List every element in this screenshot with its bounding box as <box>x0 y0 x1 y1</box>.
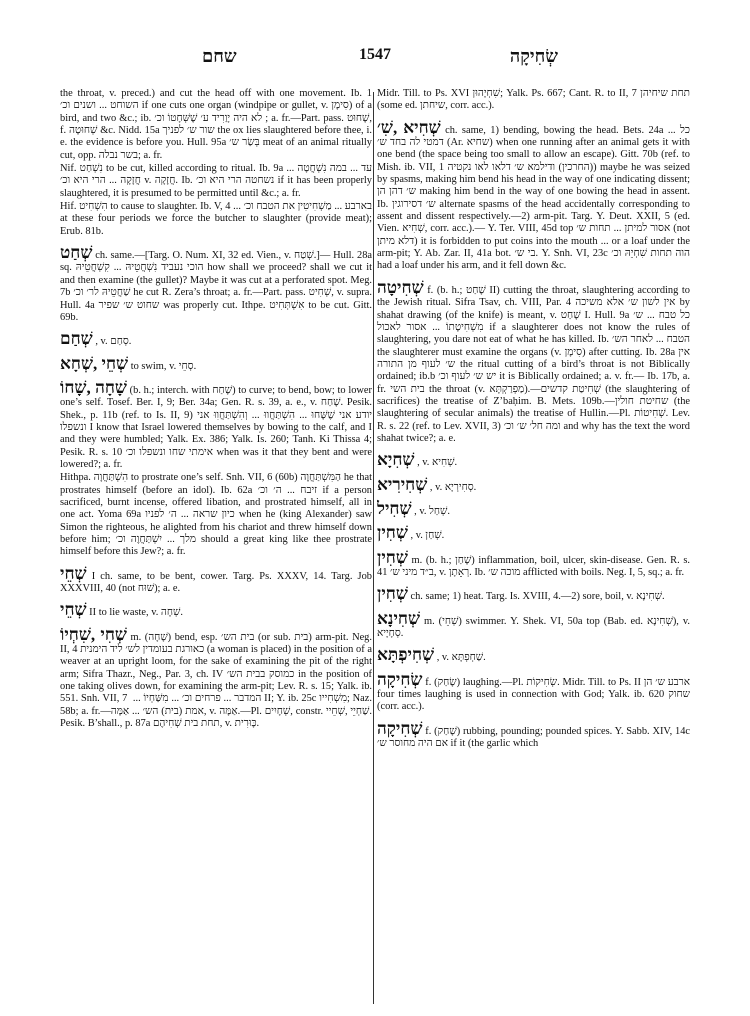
entry-text: II to lie waste, v. ‏שְׁחָה‎. <box>89 607 184 619</box>
dictionary-entry <box>377 610 690 641</box>
entry-headword: שְׁחֵי <box>60 600 87 620</box>
entry-headword: שְׁחִינָא <box>377 608 420 628</box>
dictionary-entry <box>377 671 690 714</box>
entry-headword: שְׁחִי ,שִׁחְיוֹ <box>60 624 127 644</box>
entry-text: Midr. Till. to Ps. XVI ‏שִׁחְיָהוּן‎; Yalk. Ps. 667; Cant. R. to II, 7 ‏תחת שיחיהן‎ (some ed. ‏שיחתן‎, corr. acc.). <box>377 88 690 112</box>
entry-text: , v. ‏שְׁחַן‎. <box>410 530 445 542</box>
entry-text: I ch. same, to be bent, cower. Targ. Ps. XXXV, 14. Targ. Job XXXVIII, 40 (not ‏שׁוּח‎); a. e. <box>60 570 372 595</box>
entry-headword: שְׁחֵי ,שְׁחָא <box>60 353 129 373</box>
dictionary-entry <box>60 244 372 324</box>
entry-text: m. (‏שָׁחָה‎) bend, esp. ‏בית הש׳‎ (or sub. ‏בית‎) arm-pit. Neg. II, 4 ‏כאורגת בעומדין לש׳ ליד הימנית‎ (a woman is placed) in the position of a weaver at an upright loom, for the sake of examining the pit of the right arm; Sifra Thazr., Neg., Par. 3, ch. IV ‏כמוסק בבית הש׳‎ in the position of one taking olives down, for examining the arm-pit; Lev. R. s. 15; Yalk. ib. 551. Snh. VII, 7 ‏המדבר ... פרחים וכ׳ ... מִשַּׁחְיוֹ ... ‏‎ II; Y. ib. 25c ‏מִשְׁחִייו‎; Naz. 58b; a. fr.—‏אמת (בית) הש׳ ... אַמָּה‎, v. ‏אַמָּה‎.—Pl. ‏שְׁחָיִים‎, constr. ‏שְׁחֵיי‎, ‏שַׁחְיֵי‎. Pesik. B’shall., p. 87a ‏תחת בית שְׁחִיהֶם‎, v. ‏כָּוּרִית‎. <box>60 631 372 730</box>
entry-headword: שְׂחִיקָה <box>377 669 423 689</box>
entry-text: m. (‏שְׁחֵי‎) swimmer. Y. Shek. VI, 50a top (Bab. ed. ‏שְׁחִינָא‎), v. ‏סְחָיָיא‎. <box>377 615 690 640</box>
entry-text: , v. ‏סְחִירְיָא‎. <box>429 481 477 493</box>
dictionary-entry <box>377 646 690 664</box>
entry-text: Nif. ‏נִשְׁחַט‎ to be cut, killed according to ritual. Ib. 9a ‏עד ... במה נִשְׁחֲטָה ... חֲזָקָה ... הרי היא וכ׳‎ v. ‏חֲזָקָה‎. Ib. ‏נשחטה הרי היא וכ׳‎ if it has been properly slaughtered, it is presumed to be permitted until &c.; a. fr. <box>60 163 372 199</box>
dictionary-entry <box>60 163 372 200</box>
entry-text: to swim, v. ‏סְחֵי‎. <box>130 360 197 372</box>
entry-text: f. (‏שָׁחַק‎) rubbing, pounding; pounded spices. Y. Sabb. XIV, 14c ‏אם היה מחוסר ש׳‎ if it (the garlic which <box>377 725 690 750</box>
page-number: 1547 <box>359 46 391 63</box>
dictionary-entry <box>377 500 690 518</box>
dictionary-entry <box>377 549 690 580</box>
entry-text: ch. same, 1) bending, bowing the head. Bets. 24a ‏כל ... דמטי לה בחד ש׳‎ (Ar. ‏שחיא‎) when one running after an animal gets it with one bend (the space being too small to allow an escape). Gitt. 70b (ref. to Mish. ib. VII, 1 ‏(החרכין) ודילמא ש׳ דלאו לאו נקטיה‎) maybe he was seized by spasms, making him bend his head in the way of one indicating dissent; ‏ש׳ דהן הן‎ making him bend in the way of one bowing the head in assent. Ib. ‏ש׳ דסירוגין‎ alternate spasms of the head accidentally corresponding to assent and dissent respectively.—2) arm-pit. Targ. Y. Deut. XXII, 5 (ed. Vien. ‏שְׁחִיא‎, corr. acc.).— Y. Ter. VIII, 45d top ‏אסור למיתן ... תחות ש׳‎ (not ‏דלא מיתן‎) it is forbidden to put coins into the mouth ... or a loaf under the arm-pit; Y. Ab. Zar. II, 41a bot. ‏בי ש׳‎. Y. Snh. VI, 23c ‏הוה תחות שִׁחְיֵהּ וכ׳‎ had a loaf under his arm, and it fell down &c. <box>377 124 690 272</box>
right-column <box>377 88 690 1008</box>
entry-text: , v. ‏שַׁחְפְתָּא‎. <box>436 652 486 664</box>
entry-text: , v. ‏שְׁחַל‎. <box>414 505 451 517</box>
dictionary-entry <box>60 330 372 348</box>
dictionary-entry <box>377 524 690 542</box>
entry-text: m. (b. h.; ‏שָׁחַן‎) inflammation, boil, ulcer, skin-disease. Gen. R. s. 41 ‏ב״ד מיני ש׳‎, v. ‏רְאָתָן‎. Ib. ‏מוכה ש׳‎ afflicted with boils. Neg. I, 5, sq.; a. fr. <box>377 554 690 578</box>
entry-text: ch. same.—[Targ. O. Num. XI, 32 ed. Vien., v. ‏שְׁטַח‎.]— Hull. 28a sq. ‏הוכי נעביד נִשְׁחֲטֵיהּ ... קִשְׁחֲטֵיהּ‎ how shall we proceed? shall we cut it and then examine (the gullet)? Maybe it was cut at a perforated spot. Meg. 7b ‏שַׁחֲטֵיהּ לר׳ וכ׳‎ he cut R. Zera’s throat; a. fr.—Part. pass. ‏שְׁחִיט‎, v. supra. Hull. 4a ‏שחוט ש׳ שפיר‎ was properly cut. Ithpe. ‏אִשְׁתְּחִיט‎ to be cut. Gitt. 69b. <box>60 250 372 323</box>
entry-text: , v. ‏שְׁחִיא‎. <box>417 457 458 469</box>
dictionary-entry <box>60 626 372 731</box>
dictionary-entry <box>60 472 372 558</box>
dictionary-entry <box>377 88 690 113</box>
entry-text: Hif. ‏הִשְׁחִיט‎ to cause to slaughter. Ib. V, 4 ... ‏בארבע ... מַשְׁחִיטִין את הטבח וכ׳‎ at these four periods we force the butcher to slaughter (provide meat); Erub. 81b. <box>60 201 372 237</box>
entry-headword: שְׁחִיל <box>377 498 412 518</box>
dictionary-entry <box>60 601 372 619</box>
entry-headword: שְׁחַם <box>60 329 93 349</box>
entry-headword: שְׁחִין <box>377 584 408 604</box>
entry-headword: שָׁחָה ,שָׁחוֹ <box>60 377 127 397</box>
entry-text: ch. same; 1) heat. Targ. Is. XVIII, 4.—2) sore, boil, v. ‏שְׁחִינָא‎. <box>410 591 665 603</box>
dictionary-entry <box>377 585 690 603</box>
page-header <box>62 44 688 74</box>
entry-text: Hithpa. ‏הִשְׁתַּחֲוָה‎ to prostrate one’s self. Snh. VII, 6 (60b) ‏הַמִּשְׁתַּחֲוֶה‎ he that prostrates himself (before an idol). Ib. 62a ‏זיבח ... ה׳ וכ׳‎ if a person sacrificed, burnt incense, offered libation, and prostrated himself, all in one act. Yoma 69a ‏כיון שראה ... ה׳ לפניו‎ when he (king Alexander) saw Simon the righteous, he alighted from his chariot and threw himself down before him; ‏מלך ... יִשְׁתַּחֲוֶה וכ׳‎ should a great king like thee prostrate himself before this Jew?; a. fr. <box>60 472 372 558</box>
dictionary-entry <box>377 451 690 469</box>
dictionary-entry <box>377 279 690 445</box>
entry-text: (b. h.; interch. with ‏שָׁחַח‎) to curve; to bend, bow; to lower one’s self. Tosef. Ber. I, 9; Ber. 34a; Gen. R. s. 39, a. e., v. ‏שָׁחַח‎. Pesik. Shek., p. 11b (ref. to Is. II, 9) ‏יודע אני שֶׁשָּׁחוּ ... הִשְׁתַּחֲווּ ... וְהִשְׁתַּחֲוִוּ אני ונשפלו‎ I know that Israel lowered themselves by bowing to the calf, and I and they were humbled; Yalk. Ex. 386; Yalk. Is. 260; Tanh. Ki Thissa 4; Pesik. R. s. 10 ‏אימתי שחו ונשפלו וכ׳‎ when was it that they bent and were lowered?; a. fr. <box>60 384 372 470</box>
entry-headword: שְׁחִירִיא <box>377 474 428 494</box>
entry-headword: שְׁחִין <box>377 523 408 543</box>
entry-headword: שְׁחִיָא <box>377 450 415 470</box>
entry-text: the throat, v. preced.) and cut the head off with one movement. Ib. 1 ‏השוחט ... ושנים וכ׳‎ if one cuts one organ (windpipe or gullet, v. ‏סִימָן‎) of a bird, and two &c.; ib. ‏לא היה יָוַרִיד ע׳ שֶׁשְּׁחָטוֹ וכ׳‎ ; a. fr.—Part. pass. ‏שָׁחוּט‎, f. ‏שְׁחוּטָה‎ &c. Nidd. 15a ‏שור ש׳ לפניך‎ the ox lies slaughtered before thee, i. e. the evidence is before you. Hull. 95a ‏בְּשַׂר ש׳‎ meat of an animal ritually cut, opp. ‏בשר נבלה‎; a. fr. <box>60 88 372 161</box>
dictionary-entry <box>60 88 372 162</box>
dictionary-entry <box>377 119 690 273</box>
dictionary-entry <box>60 379 372 471</box>
entry-text: f. (‏שָׂחַק‎) laughing.—Pl. ‏שְׂחִיקוֹת‎. Midr. Till. to Ps. II ‏ארבע ש׳ הן‎ four times laughing is used in connection with God; Yalk. ib. 620 ‏שחוק‎ (corr. acc.). <box>377 676 690 713</box>
entry-text: , v. ‏סְחַם‎. <box>95 336 132 348</box>
entry-headword: שְׁחִיא ,שִׁ׳ <box>377 117 441 137</box>
dictionary-entry <box>377 720 690 751</box>
column-divider <box>373 92 374 1004</box>
entry-text: f. (b. h.; ‏שָׁחַט‎ II) cutting the throat, slaughtering according to the Jewish ritual. Sifra Tsav, ch. VIII, Par. 4 ‏אין לשון ש׳ אלא משיכה‎ by shahat drawing (of the knife) is meant, v. ‏שָׁחַט‎ I. Hull. 9a ‏כל טבח ... ש׳ אסור לאכול‎ ... ‏מִשְׁחִיטָתוֹ‎ if a slaughterer does not know the rules of slaughtering, you dare not eat of what he has killed. Ib. ‏הטבח ... לאחר הש׳‎ the slaughterer must examine the organs (v. ‏סִימָן‎) after cutting. Ib. 28a ‏אין ש׳ לעוף מן התורה‎ the ritual cutting of a bird’s throat is not Biblically ordained; ib.b ‏יש ש׳ לעוף וכ׳‎ it is Biblically ordained; a. v. fr.— Ib. 17b, a. fr. ‏בית השי‎ the throat (v. ‏מַפְרַקְתָּא‎).—‏שְׁחִיטַת קדשים‎ (the slaughtering of sacrifices) the treatise of Z’baḥim. B. Mets. 109b.—‏שחיטת חולין‎ (the slaughtering of secular animals) the treatise of Hullin.—Pl. ‏שְׁחִיטוֹת‎. Lev. R. s. 22 (ref. to Lev. XVII, 3) ‏ומה חל׳ ש׳ וכ׳‎ and why has the text the word shahat twice?; a. e. <box>377 284 690 444</box>
entry-headword: שְׁחִיקָה <box>377 718 423 738</box>
entry-headword: שְׁחִין <box>377 547 408 567</box>
left-column <box>60 88 372 1008</box>
dictionary-entry <box>377 476 690 494</box>
entry-headword: שְׁחֵי <box>60 563 87 583</box>
dictionary-entry <box>60 201 372 238</box>
header-left-word: שחם <box>202 46 237 67</box>
entry-headword: שְׁחִיטָה <box>377 277 424 297</box>
entry-headword: שְׁחַט <box>60 243 93 263</box>
dictionary-entry <box>60 355 372 373</box>
entry-headword: שְׁחִיפְתָּא <box>377 645 435 665</box>
dictionary-entry <box>60 565 372 596</box>
header-right-word: שְׂחִיקָה <box>509 46 558 67</box>
